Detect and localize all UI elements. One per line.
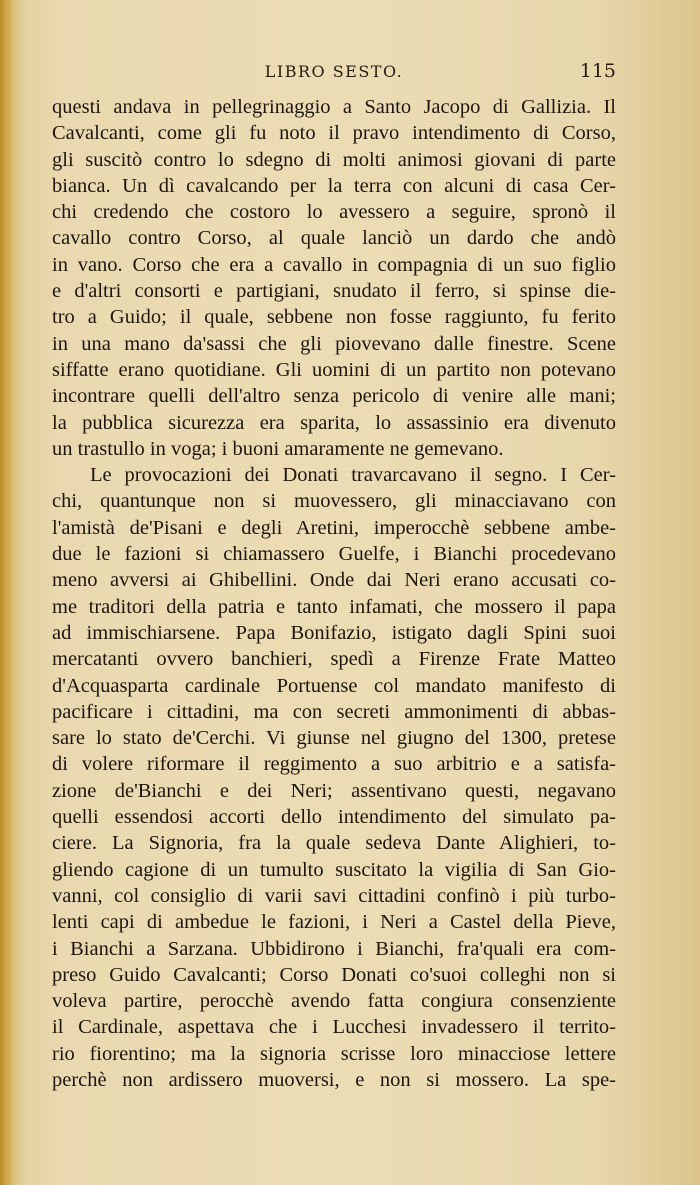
body-text (52, 94, 616, 1093)
text-line: mercatanti ovvero banchieri, spedì a Firenze Frate Matteo (52, 648, 616, 671)
text-line: pacificare i cittadini, ma con secreti ammonimenti di abbas- (52, 700, 616, 723)
text-line: tro a Guido; il quale, sebbene non fosse raggiunto, fu ferito (52, 306, 616, 329)
text-line: ciere. La Signoria, fra la quale sedeva Dante Alighieri, to- (52, 832, 616, 855)
text-line: gliendo cagione di un tumulto suscitato la vigilia di San Gio- (52, 858, 616, 881)
text-line: Cavalcanti, come gli fu noto il pravo intendimento di Corso, (52, 122, 616, 145)
text-line: d'Acquasparta cardinale Portuense col mandato manifesto di (52, 674, 616, 697)
text-line: preso Guido Cavalcanti; Corso Donati co'suoi colleghi non si (52, 963, 616, 986)
running-head: LIBRO SESTO. (264, 62, 404, 81)
text-line: l'amistà de'Pisani e degli Aretini, imperocchè sebbene ambe- (52, 516, 616, 539)
text-line: un trastullo in voga; i buoni amaramente ne gemevano. (52, 437, 504, 460)
text-line: incontrare quelli dell'altro senza pericolo di venire alle mani; (52, 385, 616, 408)
text-line: di volere riformare il reggimento a suo arbitrio e a satisfa- (52, 753, 616, 776)
text-line: due le fazioni si chiamassero Guelfe, i Bianchi procedevano (52, 543, 616, 566)
page-number: 115 (579, 60, 616, 82)
text-line: lenti capi di ambedue le fazioni, i Neri a Castel della Pieve, (52, 911, 616, 934)
page-header (52, 60, 616, 86)
text-line: vanni, col consiglio di varii savi cittadini confinò i più turbo- (52, 884, 616, 907)
text-line: rio fiorentino; ma la signoria scrisse loro minacciose lettere (52, 1042, 616, 1065)
text-line: quelli essendosi accorti dello intendimento del simulato pa- (52, 806, 616, 829)
page-binding-edge (0, 0, 14, 1185)
text-line: voleva partire, perocchè avendo fatta congiura consenziente (52, 990, 616, 1013)
text-line: chi credendo che costoro lo avessero a seguire, spronò il (52, 201, 616, 224)
text-line: perchè non ardissero muoversi, e non si mossero. La spe- (52, 1068, 616, 1091)
text-line: sare lo stato de'Cerchi. Vi giunse nel giugno del 1300, pretese (52, 727, 616, 750)
text-line: cavallo contro Corso, al quale lanciò un dardo che andò (52, 227, 616, 250)
text-line: Le provocazioni dei Donati travarcavano il segno. I Cer- (90, 464, 616, 487)
text-line: il Cardinale, aspettava che i Lucchesi invadessero il territo- (52, 1016, 616, 1039)
text-line: me traditori della patria e tanto infamati, che mossero il papa (52, 595, 616, 618)
text-line: in una mano da'sassi che gli piovevano dalle finestre. Scene (52, 332, 616, 355)
text-line: in vano. Corso che era a cavallo in compagnia di un suo figlio (52, 253, 616, 276)
text-line: i Bianchi a Sarzana. Ubbidirono i Bianchi, fra'quali era com- (52, 937, 616, 960)
text-line: la pubblica sicurezza era sparita, lo assassinio era divenuto (52, 411, 616, 434)
text-line: bianca. Un dì cavalcando per la terra con alcuni di casa Cer- (52, 174, 616, 197)
text-line: siffatte erano quotidiane. Gli uomini di un partito non potevano (52, 358, 616, 381)
text-line: questi andava in pellegrinaggio a Santo Jacopo di Gallizia. Il (52, 96, 616, 118)
text-line: ad immischiarsene. Papa Bonifazio, istigato dagli Spini suoi (52, 621, 616, 644)
text-line: e d'altri consorti e partigiani, snudato il ferro, si spinse die- (52, 280, 616, 303)
text-line: chi, quantunque non si muovessero, gli minacciavano con (52, 490, 616, 513)
text-line: zione de'Bianchi e dei Neri; assentivano questi, negavano (52, 779, 616, 802)
text-line: meno avversi ai Ghibellini. Onde dai Neri erano accusati co- (52, 569, 616, 592)
text-line: gli suscitò contro lo sdegno di molti animosi giovani di parte (52, 148, 616, 171)
